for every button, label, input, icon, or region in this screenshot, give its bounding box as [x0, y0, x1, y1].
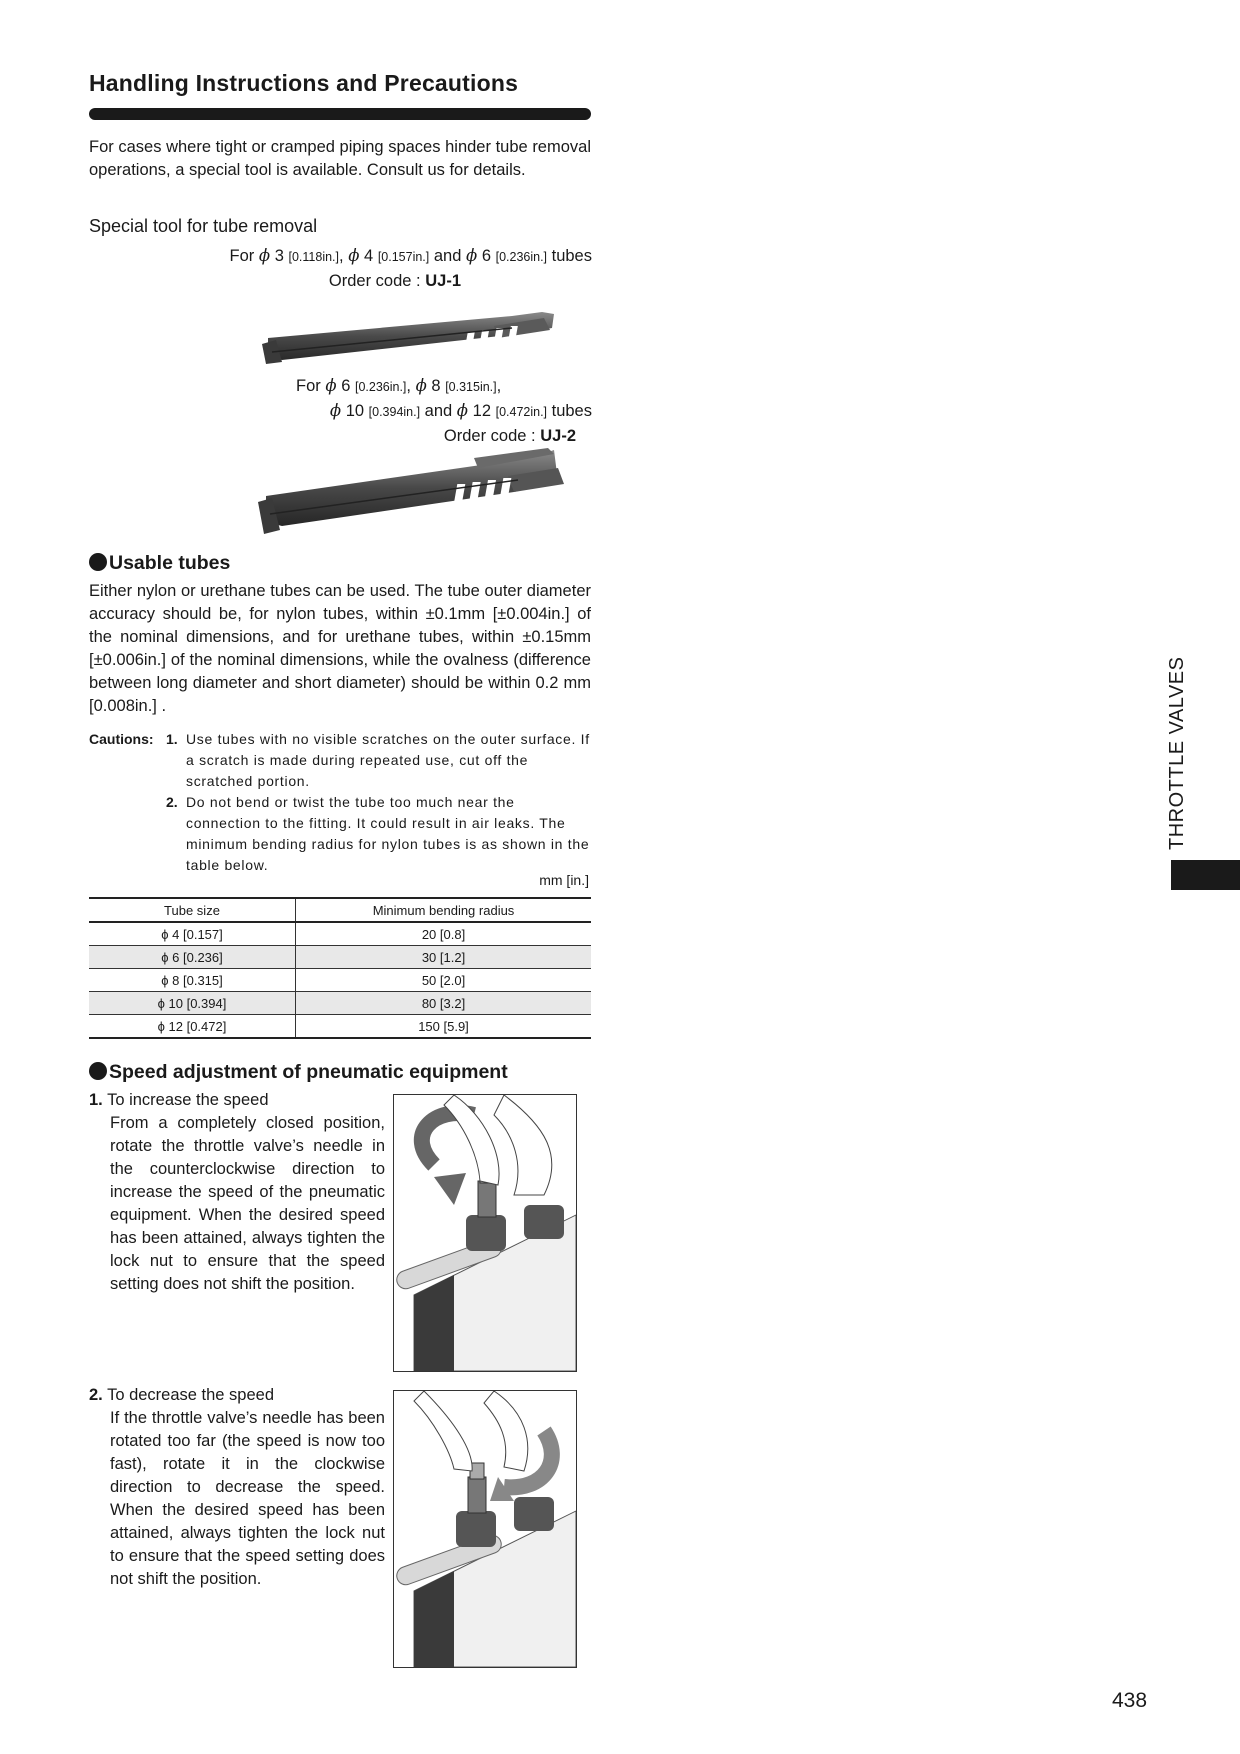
usable-tubes-paragraph: Either nylon or urethane tubes can be used. The tube outer diameter accuracy should be, for nylon tubes, within ±0.1mm [±0.004in.] of the nominal dimensions, and for urethane tubes, within ±0.15mm [±0.006in.] of the nominal dimensions, while the ovalness (difference between long diameter and short diameter) should be within 0.2 mm [0.008in.] . — [89, 582, 591, 715]
step-text: From a completely closed position, rotate the throttle valve’s needle in the counterclockwise direction to increase the speed of the pneumatic equipment. When the desired speed has been attained, always tighten the lock nut to ensure that the speed setting does not shift the position. — [110, 1114, 385, 1293]
cell-bending-radius: 150 [5.9] — [296, 1015, 592, 1039]
speed-adjustment-heading: Speed adjustment of pneumatic equipment — [89, 1061, 508, 1084]
page-number: 438 — [1112, 1689, 1148, 1712]
cell-tube-size: ϕ 10 [0.394] — [89, 992, 296, 1015]
tool-uj1-order: Order code : UJ-1 — [328, 272, 461, 290]
table-row — [89, 992, 591, 1015]
tube-removal-tool-uj2-image — [258, 446, 566, 536]
side-tab-marker — [1171, 860, 1240, 890]
bending-radius-table — [89, 897, 591, 1039]
usable-tubes-heading: Usable tubes — [89, 552, 230, 575]
cautions-label: Cautions: — [89, 731, 154, 747]
tool-uj2-sizes-line2: ϕ 10 [0.394in.] and ϕ 12 [0.472in.] tubes — [329, 401, 592, 420]
decrease-speed-illustration — [393, 1390, 577, 1668]
cell-tube-size: ϕ 12 [0.472] — [89, 1015, 296, 1039]
table-unit: mm [in.] — [539, 872, 589, 888]
tool-uj2-spec — [250, 374, 592, 448]
tool-uj1-sizes: For ϕ 3 [0.118in.], ϕ 4 [0.157in.] and ϕ 6 [0.236in.] tubes — [229, 246, 592, 265]
bullet-icon — [89, 553, 107, 571]
table-row — [89, 946, 591, 969]
cautions — [89, 729, 591, 876]
step-title: To decrease the speed — [107, 1386, 275, 1404]
caution-item: Cautions: 1. Use tubes with no visible scratches on the outer surface. If a scratch is made during repeated use, cut off the scratched portion. — [89, 729, 591, 792]
special-tool-heading: Special tool for tube removal — [89, 216, 318, 236]
tool-uj1-spec — [150, 244, 592, 293]
cell-bending-radius: 50 [2.0] — [296, 969, 592, 992]
increase-speed-illustration — [393, 1094, 577, 1372]
intro-paragraph: For cases where tight or cramped piping spaces hinder tube removal operations, a special tool is available. Consult us for details. — [89, 138, 591, 179]
order-code-uj2: UJ-2 — [540, 427, 576, 445]
tool-uj2-sizes-line1: For ϕ 6 [0.236in.], ϕ 8 [0.315in.], — [296, 376, 502, 395]
table-row — [89, 969, 591, 992]
step-title: To increase the speed — [107, 1091, 269, 1109]
side-tab-label: THROTTLE VALVES — [1166, 656, 1188, 850]
cell-bending-radius: 30 [1.2] — [296, 946, 592, 969]
caution-item: 2. Do not bend or twist the tube too much near the connection to the fitting. It could result in air leaks. The minimum bending radius for nylon tubes is as shown in the table below. — [166, 794, 590, 873]
cell-bending-radius: 20 [0.8] — [296, 922, 592, 946]
table-header-row — [89, 898, 591, 922]
speed-step-decrease: 2. To decrease the speed If the throttle valve’s needle has been rotated too far (the speed is now too fast), rotate it in the clockwise direction to decrease the speed. When the desired speed has been attained, always tighten the lock nut to ensure that the speed setting does not shift the position. — [89, 1384, 385, 1591]
title-rule — [89, 108, 591, 120]
page-title: Handling Instructions and Precautions — [89, 70, 519, 96]
cell-tube-size: ϕ 6 [0.236] — [89, 946, 296, 969]
table-row — [89, 1015, 591, 1039]
table-row — [89, 922, 591, 946]
order-code-uj1: UJ-1 — [425, 272, 461, 290]
column-header-tube-size: Tube size — [89, 898, 296, 922]
tube-removal-tool-uj1-image — [262, 308, 558, 370]
bullet-icon — [89, 1062, 107, 1080]
cell-tube-size: ϕ 8 [0.315] — [89, 969, 296, 992]
cell-tube-size: ϕ 4 [0.157] — [89, 922, 296, 946]
tool-uj2-order: Order code : UJ-2 — [443, 427, 576, 445]
cell-bending-radius: 80 [3.2] — [296, 992, 592, 1015]
column-header-bending-radius: Minimum bending radius — [296, 898, 592, 922]
step-text: If the throttle valve’s needle has been rotated too far (the speed is now too fast), rotate it in the clockwise direction to decrease the speed. When the desired speed has been attained, always tighten the lock nut to ensure that the speed setting does not shift the position. — [110, 1409, 385, 1588]
speed-step-increase: 1. To increase the speed From a completely closed position, rotate the throttle valve’s needle in the counterclockwise direction to increase the speed of the pneumatic equipment. When the desired speed has been attained, always tighten the lock nut to ensure that the speed setting does not shift the position. — [89, 1089, 385, 1296]
